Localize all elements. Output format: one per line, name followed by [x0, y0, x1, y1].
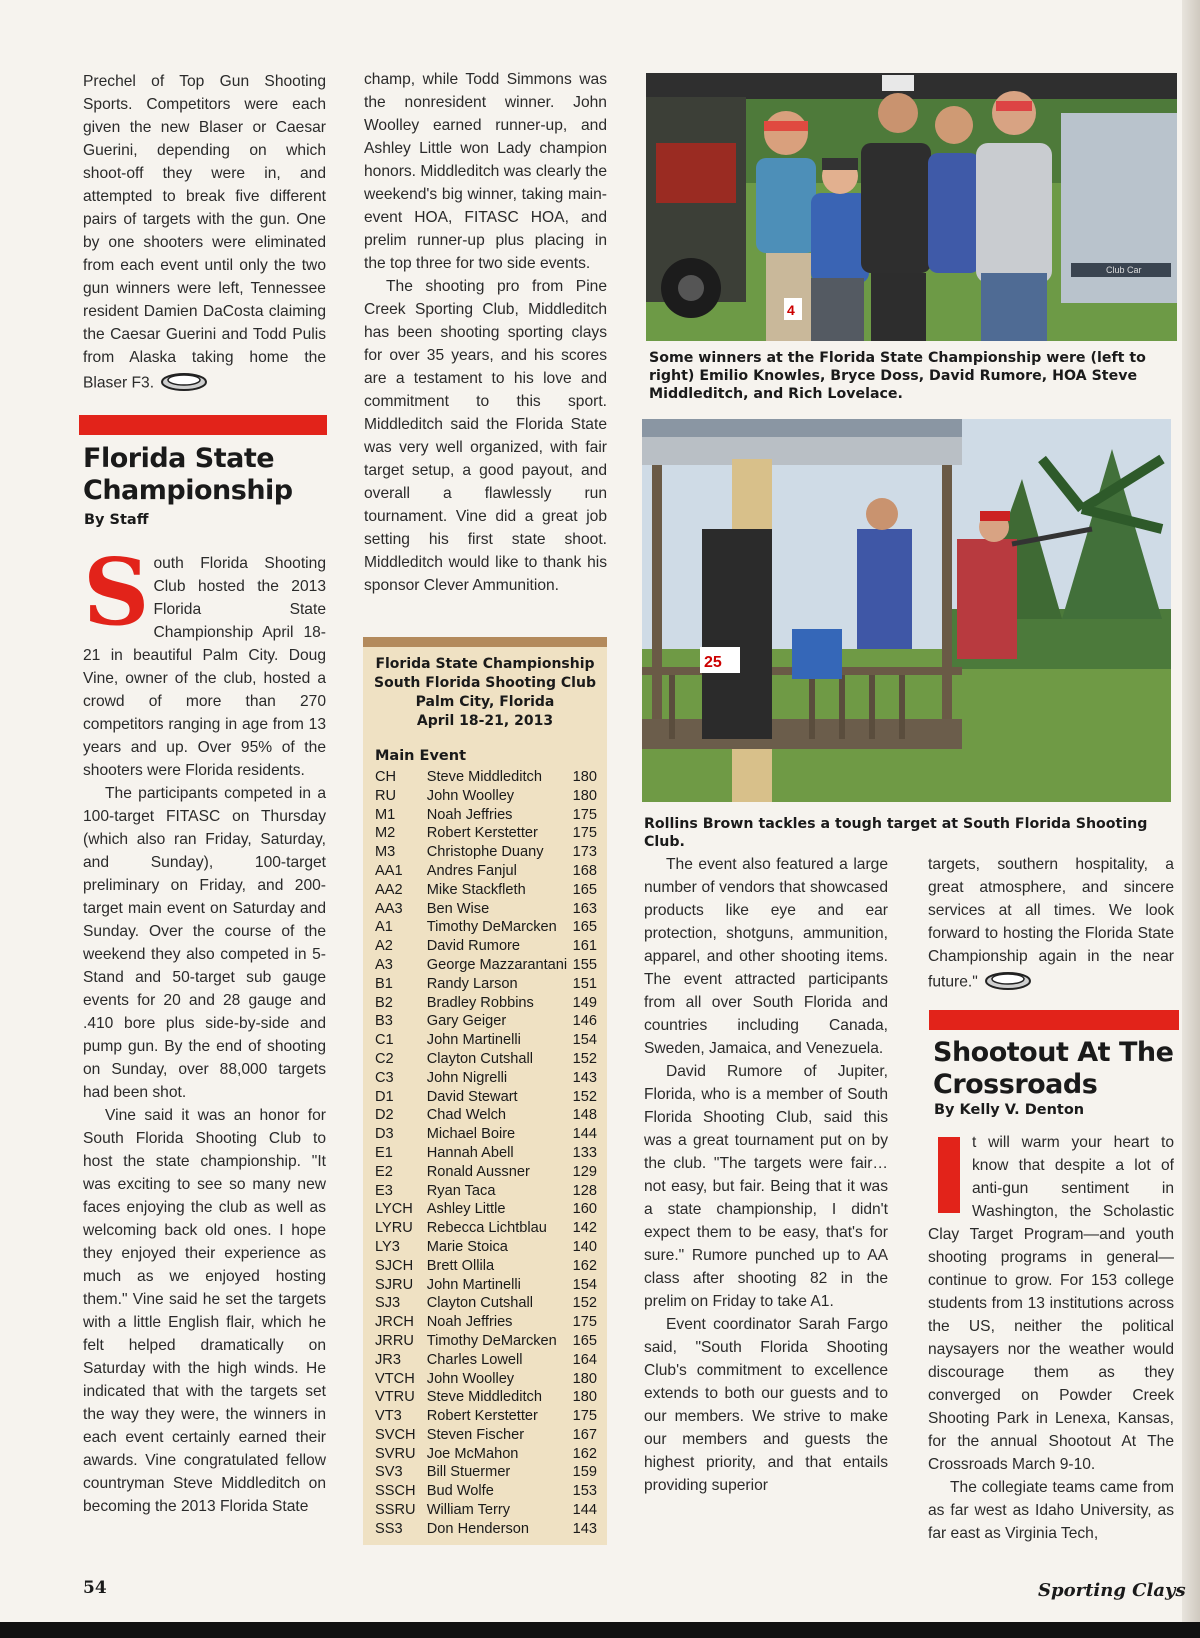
score: 180: [572, 769, 597, 785]
results-row: [375, 1445, 597, 1464]
shooter-name: George Mazzarantani: [426, 956, 568, 973]
article-paragraph: t will warm your heart to know that despite a lot of anti-gun sentiment in Washington, the Scholastic Clay Target Program—and youth shooting programs in general—continue to grow. For 153 college students from 13 institutions across the US, neither the political naysayers nor the weather would discourage them as they converged on Powder Creek Shooting Park in Lenexa, Kansas, for the annual Shootout At The Crossroads March 9-10.: [928, 1134, 1174, 1473]
results-row: [375, 1219, 597, 1238]
article-paragraph: Vine said it was an honor for South Florida Shooting Club to host the state championship. "It was exciting to see so many new faces enjoying the club as well as welcoming back old ones. I hope they enjoyed their experience as much as we enjoyed hosting them." Vine said he set the targets with a little English flair, which he felt helped dramatically on Saturday with the high winds. He indicated that with the targets set the way they were, the winners in each event certainly earned their awards. Vine congratulated fellow countryman Steve Middleditch on becoming the 2013 Florida State: [83, 1107, 326, 1515]
score: 129: [572, 1163, 597, 1180]
shooter-name: John Woolley: [426, 1370, 515, 1387]
score: 152: [572, 1050, 597, 1067]
class-code: SSRU: [375, 1502, 416, 1519]
shooter-name: Bud Wolfe: [426, 1483, 494, 1500]
score: 152: [572, 1295, 597, 1312]
score: 165: [572, 919, 597, 936]
class-code: SSCH: [375, 1483, 416, 1500]
scan-bottom-edge: [0, 1622, 1200, 1638]
score: 180: [572, 787, 597, 804]
results-row: [375, 1501, 597, 1520]
class-code: LYRU: [375, 1220, 413, 1237]
score: 161: [572, 938, 597, 955]
shooter-name: Ben Wise: [426, 900, 490, 917]
score: 154: [572, 1276, 597, 1293]
score: 175: [572, 1314, 597, 1331]
score: 180: [572, 1370, 597, 1387]
column-2: [364, 68, 607, 597]
shooter-name: John Nigrelli: [426, 1069, 508, 1086]
class-code: A2: [375, 938, 393, 955]
results-row: [375, 843, 597, 862]
results-row: [375, 918, 597, 937]
results-row: [375, 1182, 597, 1201]
article-title-florida: Florida State Championship: [83, 443, 293, 506]
article-paragraph: David Rumore of Jupiter, Florida, who is a member of South Florida Shooting Club, said this was a great tournament put on by the club. "The targets were fair…not easy, but fair. Being that it was a state championship, I didn't expect them to be easy, that's for sure." Rumore punched up to AA class after shooting 82 in the prelim on Friday to take A1.: [644, 1063, 888, 1310]
results-row: [375, 1294, 597, 1313]
shooter-name: Joe McMahon: [426, 1445, 519, 1462]
score: 149: [572, 994, 597, 1011]
class-code: E2: [375, 1163, 393, 1180]
clay-target-endmark-icon: [984, 968, 1032, 997]
results-row: [375, 1257, 597, 1276]
results-row: [375, 900, 597, 919]
results-row: [375, 806, 597, 825]
article-byline-shootout: By Kelly V. Denton: [934, 1102, 1085, 1118]
score: 180: [572, 1389, 597, 1406]
class-code: JRCH: [375, 1314, 414, 1331]
shooter-name: Andres Fanjul: [426, 862, 517, 879]
score: 143: [572, 1520, 597, 1537]
score: 162: [572, 1445, 597, 1462]
class-code: B2: [375, 994, 393, 1011]
shooter-name: Michael Boire: [426, 1126, 516, 1143]
sidebar-top-rule: [363, 637, 607, 647]
shooter-name: Charles Lowell: [426, 1351, 523, 1368]
results-row: [375, 937, 597, 956]
article-paragraph: targets, southern hospitality, a great atmosphere, and sincere services at all times. We look forward to hosting the Florida State Championship again in the near future.": [928, 853, 1174, 997]
class-code: AA2: [375, 881, 403, 898]
shooter-name: Robert Kerstetter: [426, 1408, 538, 1425]
results-row: [375, 1050, 597, 1069]
results-row: [375, 1088, 597, 1107]
sidebar-title: Florida State Championship South Florida Shooting Club Palm City, Florida April 18-21, 2013: [374, 656, 596, 729]
score: 128: [572, 1182, 597, 1199]
class-code: SJCH: [375, 1257, 414, 1274]
score: 155: [572, 956, 597, 973]
results-table: [375, 768, 597, 1539]
continued-paragraph: Prechel of Top Gun Shooting Sports. Competitors were each given the new Blaser or Caesar Guerini, depending on which shoot-off they were in, and attempted to break five different pairs of targets with the gun. One by one shooters were eliminated from each event until only the two gun winners were left, Tennessee resident Damien DaCosta claiming the Caesar Guerini and Todd Pulis from Alaska taking home the Blaser F3.: [83, 70, 326, 398]
shooter-name: Marie Stoica: [426, 1238, 508, 1255]
class-code: B1: [375, 975, 393, 992]
shooter-name: Robert Kerstetter: [426, 825, 538, 842]
results-row: [375, 1238, 597, 1257]
score: 165: [572, 1332, 597, 1349]
class-code: AA1: [375, 862, 403, 879]
class-code: JR3: [375, 1351, 401, 1368]
class-code: A3: [375, 956, 393, 973]
score: 164: [572, 1351, 597, 1368]
results-row: [375, 1069, 597, 1088]
article-paragraph: The collegiate teams came from as far west as Idaho University, as far east as Virginia Tech,: [928, 1479, 1174, 1542]
class-code: C2: [375, 1050, 394, 1067]
score: 165: [572, 881, 597, 898]
drop-cap: [938, 1137, 960, 1213]
class-code: E3: [375, 1182, 393, 1199]
bib-number: 4: [787, 302, 795, 318]
clay-target-endmark-icon: [160, 369, 208, 398]
shooter-photo-caption: Rollins Brown tackles a tough target at South Florida Shooting Club.: [644, 816, 1148, 850]
class-code: SJ3: [375, 1295, 401, 1312]
score: 163: [572, 900, 597, 917]
cart-label: Club Car: [1106, 265, 1142, 275]
shooter-name: William Terry: [426, 1502, 511, 1519]
results-row: [375, 1200, 597, 1219]
shooter-name: Randy Larson: [426, 975, 518, 992]
class-code: D1: [375, 1088, 394, 1105]
class-code: C1: [375, 1032, 394, 1049]
page-number: 54: [83, 1578, 107, 1598]
shooter-name: Clayton Cutshall: [426, 1295, 534, 1312]
score: 140: [572, 1238, 597, 1255]
score: 133: [572, 1144, 597, 1161]
class-code: M1: [375, 806, 396, 823]
shooter-name: Rebecca Lichtblau: [426, 1220, 547, 1237]
sidebar-heading: Main Event: [375, 748, 467, 764]
score: 168: [572, 862, 597, 879]
score: 173: [572, 844, 597, 861]
winners-photo: [646, 73, 1177, 341]
class-code: D3: [375, 1126, 394, 1143]
shooter-name: Bill Stuermer: [426, 1464, 511, 1481]
article-paragraph: South Florida Shooting Club hosted the 2013 Florida State Championship April 18-21 in beautiful Palm City. Doug Vine, owner of the club, hosted a crowd of more than 270 competitors ranging in age from 13 years and up. Over 95% of the shooters were Florida residents.: [83, 538, 326, 779]
winners-photo-caption: Some winners at the Florida State Championship were (left to right) Emilio Knowles, Bryce Doss, David Rumore, HOA Steve Middleditch, and Rich Lovelace.: [649, 350, 1146, 402]
score: 142: [572, 1220, 597, 1237]
score: 152: [572, 1088, 597, 1105]
class-code: C3: [375, 1069, 394, 1086]
bib-number: 25: [704, 654, 722, 671]
shooter-name: Noah Jeffries: [426, 1314, 513, 1331]
score: 143: [572, 1069, 597, 1086]
results-row: [375, 1276, 597, 1295]
class-code: D2: [375, 1107, 394, 1124]
article-paragraph: The participants competed in a 100-target FITASC on Thursday (which also ran Friday, Saturday, and Sunday), 100-target preliminary on Friday, and 200-target main event on Saturday and Sunday. Over the course of the weekend they also competed in 5-Stand and 50-target sub gauge events for 20 and 28 gauge and .410 bore plus side-by-side and pump gun. By the end of shooting on Sunday, over 88,000 targets had been shot.: [83, 785, 326, 1101]
shooter-name: Steve Middleditch: [426, 1389, 542, 1406]
class-code: VT3: [375, 1408, 402, 1425]
shooter-name: Don Henderson: [426, 1520, 529, 1537]
article-paragraph: The event also featured a large number of vendors that showcased products like eye and ear protection, shotguns, ammunition, apparel, and other shooting items. The event attracted participants from all over South Florida and countries including Canada, Sweden, Jamaica, and Venezuela.: [644, 856, 888, 1057]
results-row: [375, 1125, 597, 1144]
article-paragraph: The shooting pro from Pine Creek Sporting Club, Middleditch has been shooting sporting clays for over 35 years, and his scores are a testament to his love and commitment to this sport. Middleditch said the Florida State was very well organized, with fair target setup, a good payout, and overall a flawlessly run tournament. Vine did a great job setting his first state shoot. Middleditch would like to thank his sponsor Clever Ammunition.: [364, 278, 607, 594]
class-code: VTRU: [375, 1389, 415, 1406]
score: 175: [572, 825, 597, 842]
article-byline-florida: By Staff: [84, 512, 149, 528]
column-3: [644, 853, 888, 1497]
class-code: SV3: [375, 1464, 403, 1481]
class-code: JRRU: [375, 1332, 414, 1349]
shooter-name: Timothy DeMarcken: [426, 919, 557, 936]
column-4-article: [928, 1131, 1174, 1545]
results-row: [375, 862, 597, 881]
results-row: [375, 1144, 597, 1163]
results-row: [375, 1351, 597, 1370]
results-row: [375, 1106, 597, 1125]
results-row: [375, 1031, 597, 1050]
column-1-article: [83, 538, 326, 1518]
shooter-name: Noah Jeffries: [426, 806, 513, 823]
shooter-name: Ashley Little: [426, 1201, 506, 1218]
score: 162: [572, 1257, 597, 1274]
shooter-name: John Woolley: [426, 787, 515, 804]
results-row: [375, 1407, 597, 1426]
class-code: CH: [375, 769, 397, 785]
score: 175: [572, 806, 597, 823]
results-row: [375, 956, 597, 975]
article-title-shootout: Shootout At The Crossroads: [933, 1037, 1174, 1100]
shooter-name: David Rumore: [426, 938, 521, 955]
class-code: SVRU: [375, 1445, 416, 1462]
score: 144: [572, 1126, 597, 1143]
results-row: [375, 1482, 597, 1501]
shooter-name: Gary Geiger: [426, 1013, 507, 1030]
class-code: A1: [375, 919, 393, 936]
results-row: [375, 768, 597, 787]
section-divider-red: [79, 415, 327, 435]
score: 160: [572, 1201, 597, 1218]
section-divider-red: [929, 1010, 1179, 1030]
results-row: [375, 1012, 597, 1031]
class-code: SJRU: [375, 1276, 414, 1293]
shooter-name: Timothy DeMarcken: [426, 1332, 557, 1349]
shooter-name: Steven Fischer: [426, 1426, 525, 1443]
results-row: [375, 1163, 597, 1182]
results-row: [375, 1520, 597, 1539]
class-code: SS3: [375, 1520, 403, 1537]
shooter-name: David Stewart: [426, 1088, 518, 1105]
results-row: [375, 1370, 597, 1389]
class-code: LYCH: [375, 1201, 413, 1218]
article-paragraph: Event coordinator Sarah Fargo said, "South Florida Shooting Club's commitment to excellence extends to both our guests and to our members. We strive to make our members and guests the highest priority, and that entails providing superior: [644, 1316, 888, 1494]
score: 159: [572, 1464, 597, 1481]
shooter-name: Clayton Cutshall: [426, 1050, 534, 1067]
class-code: M2: [375, 825, 396, 842]
shooter-name: Ryan Taca: [426, 1182, 496, 1199]
results-row: [375, 994, 597, 1013]
column-1: [83, 70, 326, 398]
shooter-name: Chad Welch: [426, 1107, 506, 1124]
shooter-name: Hannah Abell: [426, 1144, 514, 1161]
class-code: M3: [375, 844, 396, 861]
score: 175: [572, 1408, 597, 1425]
magazine-name: Sporting Clays: [1038, 1580, 1186, 1601]
shooter-name: Bradley Robbins: [426, 994, 534, 1011]
page-edge: [1182, 0, 1200, 1638]
score: 144: [572, 1502, 597, 1519]
shooter-name: Steve Middleditch: [426, 769, 542, 785]
score: 151: [572, 975, 597, 992]
results-row: [375, 1463, 597, 1482]
shooter-name: Brett Ollila: [426, 1257, 495, 1274]
score: 167: [572, 1426, 597, 1443]
class-code: VTCH: [375, 1370, 415, 1387]
score: 146: [572, 1013, 597, 1030]
score: 148: [572, 1107, 597, 1124]
results-row: [375, 1332, 597, 1351]
shooter-name: John Martinelli: [426, 1276, 521, 1293]
shooter-name: Ronald Aussner: [426, 1163, 530, 1180]
results-row: [375, 824, 597, 843]
score: 153: [572, 1483, 597, 1500]
results-row: [375, 1313, 597, 1332]
results-row: [375, 975, 597, 994]
results-row: [375, 881, 597, 900]
shooter-name: Christophe Duany: [426, 844, 544, 861]
results-row: [375, 1388, 597, 1407]
drop-cap: S: [83, 538, 150, 646]
results-row: [375, 1426, 597, 1445]
class-code: AA3: [375, 900, 403, 917]
class-code: SVCH: [375, 1426, 416, 1443]
class-code: RU: [375, 787, 397, 804]
score: 154: [572, 1032, 597, 1049]
shooter-photo: [642, 419, 1171, 802]
shooter-name: John Martinelli: [426, 1032, 521, 1049]
results-row: [375, 787, 597, 806]
class-code: E1: [375, 1144, 393, 1161]
shooter-name: Mike Stackfleth: [426, 881, 526, 898]
column-4: [928, 853, 1174, 997]
article-paragraph: champ, while Todd Simmons was the nonresident winner. John Woolley earned runner-up, and Ashley Little won Lady champion honors. Middleditch was clearly the weekend's big winner, taking main-event HOA, FITASC HOA, and prelim runner-up plus placing in the top three for two side events.: [364, 71, 607, 272]
class-code: B3: [375, 1013, 393, 1030]
class-code: LY3: [375, 1238, 400, 1255]
